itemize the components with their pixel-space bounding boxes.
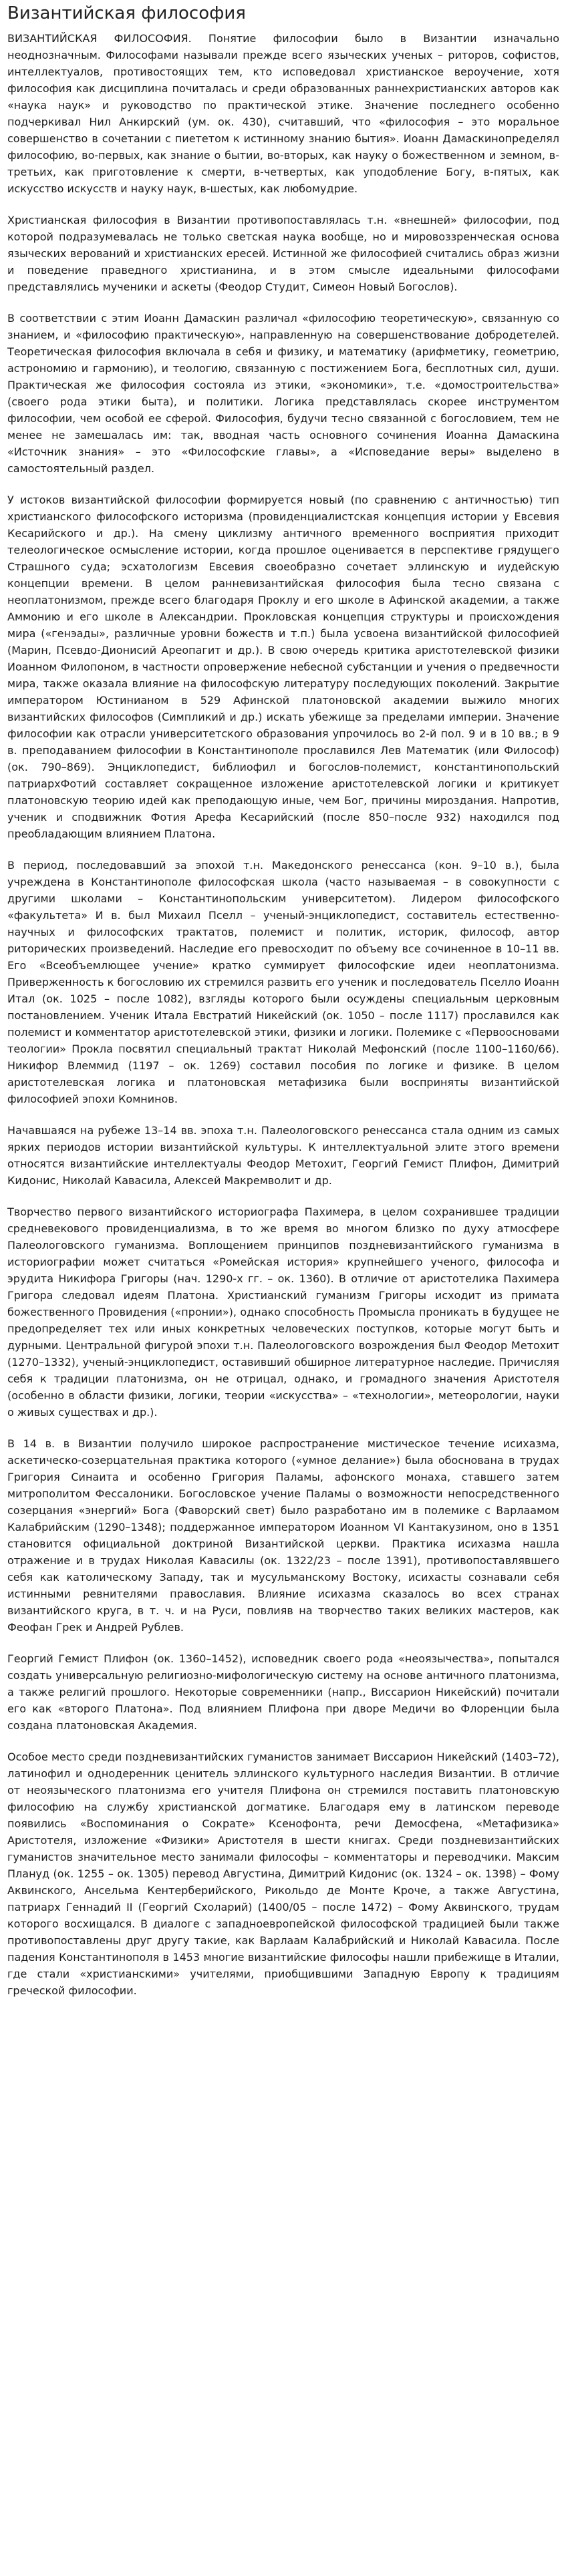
article-title: Византийская философия: [7, 3, 246, 23]
article-paragraph: У истоков византийской философии формируется новый (по сравнению с античностью) тип христианского философского историзма (провиденциалистская концепция истории у Евсевия Кесарийского и др.). На смену циклизму античного временного восприятия приходит телеологическое осмысление истории, когда прошлое оценивается в перспективе грядущего Страшного суда; эсхатологизм Евсевия своеобразно сочетает эллинскую и иудейскую концепции времени. В целом ранневизантийская философия была тесно связана с неоплатонизмом, прежде всего благодаря Проклу и его школе в Афинской академии, а также Аммонию и его школе в Александрии. Прокловская концепция структуры и происхождения мира («генэады», различные уровни божеств и т.п.) была усвоена византийской философией (Марин, Псевдо-Дионисий Ареопагит и др.). В свою очередь критика аристотелевской физики Иоанном Филопоном, в частности опровержение небесной субстанции и учения о предвечности мира, также оказала влияние на философскую литературу последующих поколений. Закрытие императором Юстинианом в 529 Афинской платоновской академии выжило многих византийских философов (Симпликий и др.) искать убежище за пределами империи. Значение философии как отрасли университетского образования упрочилось во 2-й пол. 9 и в 10 вв.; в 9 в. преподаванием философии в Константинополе прославился Лев Математик (или Философ) (ок. 790–869). Энциклопедист, библиофил и богослов-полемист, константинопольский патриархФотий составляет сокращенное изложение аристотелевской логики и критикует платоновскую теорию идей как преподающую иные, чем Бог, причины мироздания. Напротив, ученик и сподвижник Фотия Арефа Кесарийский (после 850–после 932) находился под преобладающим влиянием Платона.: [7, 494, 559, 840]
article-body: [7, 30, 559, 1999]
article-paragraph: В соответствии с этим Иоанн Дамаскин различал «философию теоретическую», связанную со знанием, и «философию практическую», направленную на совершенствование добродетелей. Теоретическая философия включала в себя и физику, и математику (арифметику, геометрию, астрономию и гармонию), и теологию, связанную с постижением Бога, бесплотных сил, души. Практическая же философия состояла из этики, «экономики», т.е. «домостроительства» (своего рода этики быта), и политики. Логика представлялась скорее инструментом философии, чем особой ее сферой. Философия, будучи тесно связанной с богословием, тем не менее не замешалась им: так, вводная часть основного сочинения Иоанна Дамаскина «Источник знания» – это «Философские главы», а «Исповедание веры» выделено в самостоятельный раздел.: [7, 312, 559, 475]
article-paragraph: Георгий Гемист Плифон (ок. 1360–1452), исповедник своего рода «неоязычества», попытался создать универсальную религиозно-мифологическую систему на основе античного платонизма, а также религий прошлого. Некоторые современники (напр., Виссарион Никейский) почитали его как «второго Платона». Под влиянием Плифона при дворе Медичи во Флоренции была создана платоновская Академия.: [7, 1652, 559, 1732]
article-paragraph: В период, последовавший за эпохой т.н. Македонского ренессанса (кон. 9–10 в.), была учреждена в Константинополе философская школа (часто называемая – в совокупности с другими школами – Константинопольским университетом). Лидером философского «факультета» И в. был Михаил Пселл – ученый-энциклопедист, составитель естественно-научных и философских трактатов, полемист и политик, историк, философ, автор риторических произведений. Наследие его превосходит по объему все сочиненное в 10–11 вв. Его «Всеобъемлющее учение» кратко суммирует философские идеи неоплатонизма. Приверженность к богословию их стремился развить его ученик и последователь Пселло Иоанн Итал (ок. 1025 – после 1082), взгляды которого были осуждены специальным церковным постановлением. Ученик Итала Евстратий Никейский (ок. 1050 – после 1117) прославился как полемист и комментатор аристотелевской этики, физики и логики. Полемике с «Первоосновами теологии» Прокла посвятил специальный трактат Николай Мефонский (после 1100–1160/66). Никифор Влеммид (1197 – ок. 1269) составил пособия по логике и физике. В целом аристотелевская логика и платоновская метафизика были восприняты византийской философией эпохи Комнинов.: [7, 859, 559, 1105]
article-paragraph: Творчество первого византийского историографа Пахимера, в целом сохранившее традиции средневекового провиденциализма, в то же время во многом близко по духу атмосфере Палеологовского гуманизма. Воплощением принципов поздневизантийского гуманизма в историографии может считаться «Ромейская история» крупнейшего ученого, философа и эрудита Никифора Григоры (нач. 1290-х гг. – ок. 1360). В отличие от аристотелика Пахимера Григора следовал идеям Платона. Христианский гуманизм Григоры исходит из примата божественного Провидения («пронии»), однако способность Промысла проникать в будущее не предопределяет тех или иных конкретных человеческих поступков, которые могут быть и дурными. Центральной фигурой эпохи т.н. Палеологовского возрождения был Феодор Метохит (1270–1332), ученый-энциклопедист, оставивший обширное литературное наследие. Причисляя себя к традиции платонизма, он не отрицал, однако, и громадного значения Аристотеля (особенно в области физики, логики, теории «искусства» – «технологии», метеорологии, науки о живых существах и др.).: [7, 1206, 559, 1419]
article-paragraph: Христианская философия в Византии противопоставлялась т.н. «внешней» философии, под которой подразумевалась не только светская наука вообще, но и мировоззренческая основа языческих верований и христианских ересей. Истинной же философией считались образ жизни и поведение праведного христианина, и в этом смысле идеальными философами представлялись мученики и аскеты (Феодор Студит, Симеон Новый Богослов).: [7, 214, 559, 293]
article-paragraph: В 14 в. в Византии получило широкое распространение мистическое течение исихазма, аскетическо-созерцательная практика которого («умное делание») была обоснована в трудах Григория Синаита и особенно Григория Паламы, афонского монаха, ставшего затем митрополитом Фессалоники. Богословское учение Паламы о возможности непосредственного созерцания «энергий» Бога (Фаворский свет) было разработано им в полемике с Варлаамом Калабрийским (1290–1348); поддержанное императором Иоанном VI Кантакузином, оно в 1351 становится официальной доктриной Византийской церкви. Практика исихазма нашла отражение и в трудах Николая Кавасилы (ок. 1322/23 – после 1391), противопоставлявшего себя как католическому Западу, так и мусульманскому Востоку, исихасты сознавали себя истинными ревнителями православия. Влияние исихазма сказалось во всех странах византийского круга, в т. ч. и на Руси, повлияв на творчество таких великих мастеров, как Феофан Грек и Андрей Рублев.: [7, 1437, 559, 1634]
article-paragraph: ВИЗАНТИЙСКАЯ ФИЛОСОФИЯ. Понятие философии было в Византии изначально неоднозначным. Философами называли прежде всего языческих ученых – риторов, софистов, интеллектуалов, противостоящих тем, кто исповедовал христианское вероучение, хотя философия как дисциплина почиталась и среди образованных раннехристианских авторов как «наука наук» и руководство по практической этике. Значение последнего особенно подчеркивал Нил Анкирский (ум. ок. 430), считавший, что «философия – это моральное совершенство в сочетании с пиететом к истинному знанию бытия». Иоанн Дамаскинопределял философию, во-первых, как знание о бытии, во-вторых, как науку о божественном и земном, в-третьих, как приготовление к смерти, в-четвертых, как уподобление Богу, в-пятых, как искусство искусств и науку наук, в-шестых, как любомудрие.: [7, 32, 559, 195]
article-paragraph: Начавшаяся на рубеже 13–14 вв. эпоха т.н. Палеологовского ренессанса стала одним из самых ярких периодов истории византийской культуры. К интеллектуальной элите этого времени относятся византийские интеллектуалы Феодор Метохит, Георгий Гемист Плифон, Димитрий Кидонис, Николай Кавасила, Алексей Макремволит и др.: [7, 1124, 559, 1187]
article-paragraph: Особое место среди поздневизантийских гуманистов занимает Виссарион Никейский (1403–72), латинофил и однодеренник ценитель эллинского культурного наследия Византии. В отличие от неоязыческого платонизма его учителя Плифона он стремился поставить платоновскую философию на службу христианской догматике. Благодаря ему в латинском переводе появились «Воспоминания о Сократе» Ксенофонта, речи Демосфена, «Метафизика» Аристотеля, изложение «Физики» Аристотеля в шести книгах. Среди поздневизантийских гуманистов значительное место занимали философы – комментаторы и переводчики. Максим Плануд (ок. 1255 – ок. 1305) перевод Августина, Димитрий Кидонис (ок. 1324 – ок. 1398) – Фому Аквинского, Ансельма Кентерберийского, Рикольдо де Монте Кроче, а также Августина, патриарх Геннадий II (Георгий Схоларий) (1400/05 – после 1472) – Фому Аквинского, трудам которого восхищался. В диалоге с западноевропейской философской традицией были также противопоставлены друг другу такие, как Варлаам Калабрийский и Николай Кавасила. После падения Константинополя в 1453 многие византийские философы нашли прибежище в Италии, где стали «христианскими» учителями, приобщившими Западную Европу к традициям греческой философии.: [7, 1751, 559, 1997]
